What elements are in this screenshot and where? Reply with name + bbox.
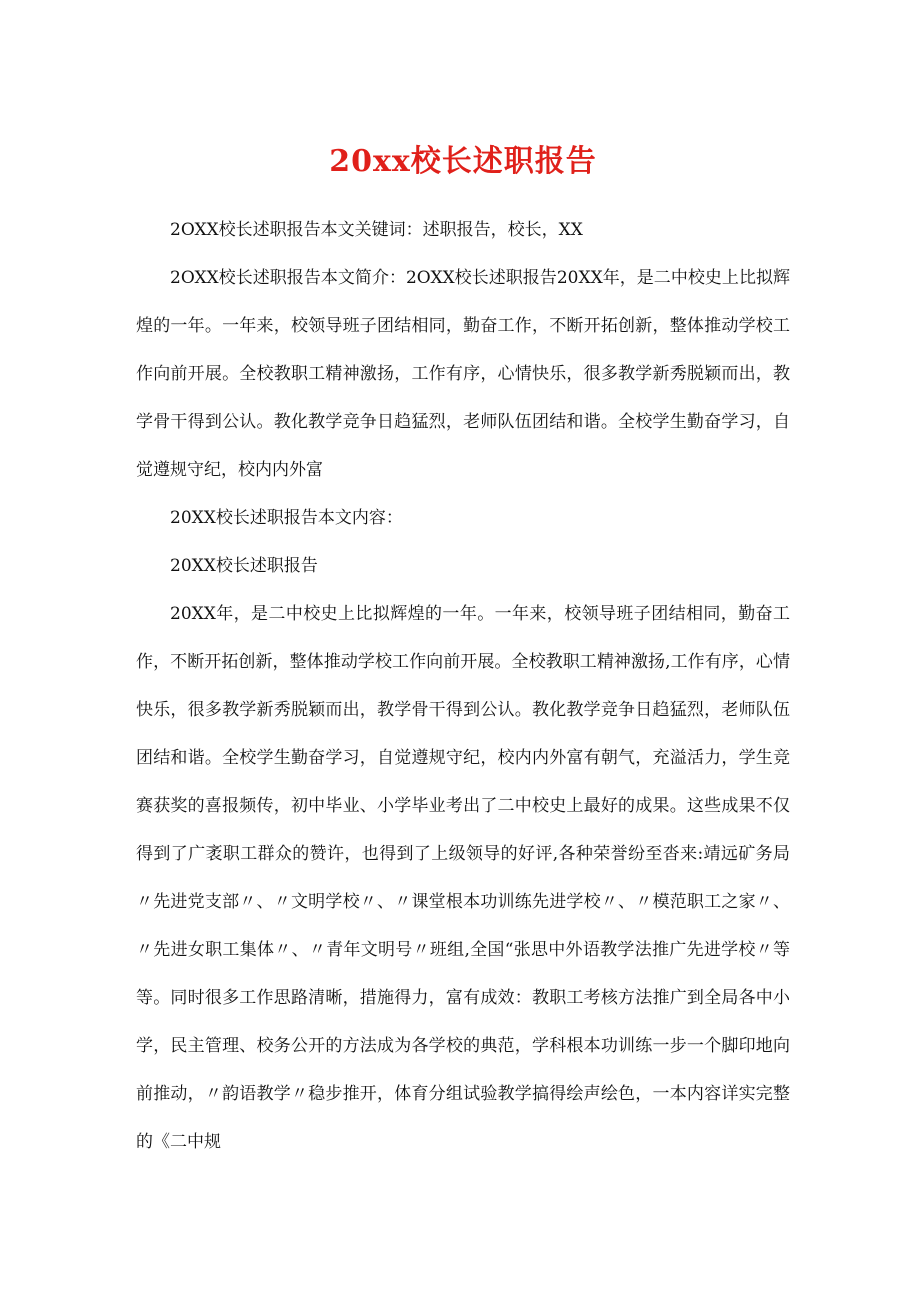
paragraph-summary: 2OXX校长述职报告本文简介：2OXX校长述职报告20XX年，是二中校史上比拟辉煌的一年。一年来，校领导班子团结相同，勤奋工作，不断开拓创新，整体推动学校工作向前开展。全校教职工精神激扬，工作有序，心情快乐，很多教学新秀脱颖而出，教学骨干得到公认。教化教学竞争日趋猛烈，老师队伍团结和谐。全校学生勤奋学习，自觉遵规守纪，校内内外富 bbox=[136, 268, 790, 480]
paragraph-report-title: 20XX校长述职报告 bbox=[170, 556, 318, 576]
paragraph-main-text: 20XX年，是二中校史上比拟辉煌的一年。一年来，校领导班子团结相同，勤奋工作，不断开拓创新，整体推动学校工作向前开展。全校教职工精神激扬,工作有序，心情快乐，很多教学新秀脱颖而出，教学骨干得到公认。教化教学竞争日趋猛烈，老师队伍团结和谐。全校学生勤奋学习，自觉遵规守纪，校内内外富有朝气，充溢活力，学生竞赛获奖的喜报频传，初中毕业、小学毕业考出了二中校史上最好的成果。这些成果不仅得到了广袤职工群众的赞许，也得到了上级领导的好评,各种荣誉纷至沓来:靖远矿务局〃先进党支部〃、〃文明学校〃、〃课堂根本功训练先进学校〃、〃模范职工之家〃、〃先进女职工集体〃、〃青年文明号〃班组,全国“张思中外语教学法推广先进学校〃等等。同时很多工作思路清晰，措施得力，富有成效：教职工考核方法推广到全局各中小学，民主管理、校务公开的方法成为各学校的典范，学科根本功训练一步一个脚印地向前推动，〃韵语教学〃稳步推开，体育分组试验教学搞得绘声绘色，一本内容详实完整的《二中规 bbox=[136, 604, 790, 1152]
document-title: 20xx校长述职报告 bbox=[329, 144, 597, 179]
paragraph-keywords: 2OXX校长述职报告本文关键词：述职报告，校长，XX bbox=[170, 220, 583, 240]
paragraph-content-heading: 20XX校长述职报告本文内容： bbox=[170, 508, 403, 528]
document-body bbox=[136, 206, 790, 1166]
